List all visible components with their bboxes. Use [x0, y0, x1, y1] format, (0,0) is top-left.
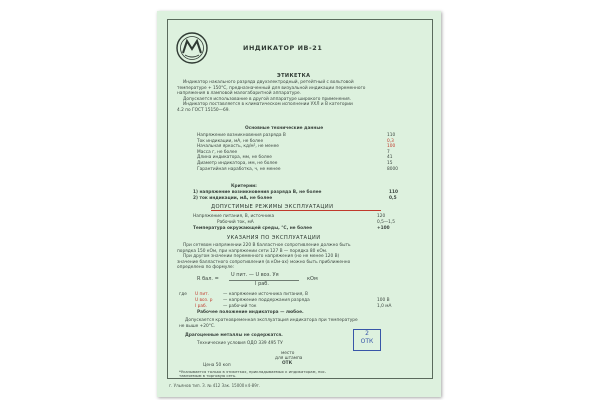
modes-row-label: Температура окружающей среды, °С, не более — [193, 225, 313, 231]
stamp-for: для штампа — [275, 356, 303, 361]
metals-line: Драгоценные металлы не содержатся. — [185, 333, 283, 338]
footnote-line-2: тавляемым в торговую сеть. — [179, 373, 237, 378]
intro-line: температуре + 150°С, предназначенный для визуальной индикации переменного — [177, 85, 366, 91]
criteria-row-value: 110 — [389, 190, 398, 195]
where-label: где — [179, 292, 187, 297]
intro-line: напряжения в ламповой малогабаритной аппаратуре. — [177, 91, 301, 97]
tech-header: Основные технические данные — [245, 126, 324, 131]
where-row-symbol: I раб. — [195, 304, 208, 309]
where-row-symbol: U пит. — [195, 292, 209, 297]
tech-row-value: 110 — [387, 133, 396, 138]
footnote-line-1: *Указывается только в этикетках, прикладываемых к индикаторам, пос- — [179, 369, 327, 374]
storage-line: Допускается кратковременная эксплуатация индикатора при температуре — [185, 318, 358, 323]
price: Цена 50 коп — [203, 363, 231, 368]
tech-row-label: Масса г, не более — [197, 149, 238, 155]
usage-line: порядка 150 кОм, при напряжении сети 127 В — порядка 80 кОм. — [177, 248, 328, 254]
otk-stamp — [353, 329, 381, 351]
criteria-row-value: 0,5 — [389, 195, 397, 201]
intro-line: Допускается использование в другой аппаратуре широкого применения. — [183, 96, 351, 102]
tech-row-label: Напряжение возникновения разряда В — [197, 133, 286, 138]
criteria-row-label: 2) ток индикации, мА, не более — [193, 195, 273, 201]
where-row-symbol: U вoз. р — [195, 298, 213, 303]
criteria-header: Критерии: — [231, 184, 257, 189]
tech-row-value: 100 — [387, 144, 396, 150]
intro-line: Индикатор накального разряда двухэлектродный, ретейтный с вольтовой — [183, 80, 354, 85]
tech-row-label: Начальная яркость, кд/м², не менее — [197, 144, 279, 150]
tech-row-value: 15 — [387, 161, 393, 166]
modes-header-underline — [211, 210, 381, 211]
where-row-desc: — напряжение поддержания разряда — [223, 298, 310, 303]
tech-row-value: 7 — [387, 149, 390, 155]
formula-denominator: I раб. — [255, 281, 269, 287]
tech-row-value: 8000 — [387, 166, 398, 172]
intro-line: 4.2 по ГОСТ 15150—69. — [177, 108, 230, 113]
tech-row-label: Ток индикации, мА, не более — [197, 138, 264, 144]
section-label: ЭТИКЕТКА — [277, 73, 311, 79]
modes-header: ДОПУСТИМЫЕ РЕЖИМЫ ЭКСПЛУАТАЦИИ — [211, 204, 334, 210]
criteria-row-label: 1) напряжение возникновения разряда В, не более — [193, 190, 322, 195]
modes-row-value: 120 — [377, 214, 386, 219]
modes-row-label: Рабочий ток, мА — [217, 219, 254, 225]
document-title: ИНДИКАТОР ИВ-21 — [243, 44, 323, 52]
label-sheet — [157, 11, 441, 397]
stamp-otk: ОТК — [282, 361, 293, 366]
manufacturer-logo — [175, 31, 209, 65]
intro-line: Индикатор поставляется в климатическом исполнении УХЛ и В категории — [183, 102, 353, 108]
where-row-desc: Рабочее положение индикатора — любое. — [197, 310, 304, 315]
tech-row-label: Диаметр индикатора, мм, не более — [197, 161, 278, 166]
tech-row-label: Гарантийная наработка, ч, не менее — [197, 166, 281, 172]
formula-numerator: U пит. — U вoз. Уя — [231, 272, 279, 278]
where-row-desc: — рабочий ток — [223, 304, 257, 309]
usage-line: значение балластного сопротивления (в кОм-ах) можно быть приближенно — [177, 259, 351, 265]
otk-stamp-number: 2 — [365, 330, 369, 337]
formula-units: кОм — [307, 276, 318, 282]
where-row-value: 100 В — [377, 298, 390, 303]
modes-row-label: Напряжение питания, В, источника — [193, 214, 275, 219]
where-row-value: 1,0 мА — [377, 304, 392, 309]
storage-line: не выше +20°С. — [179, 323, 216, 329]
stamp-place: место — [281, 351, 295, 356]
tech-row-label: Длина индикатора, мм, не более — [197, 155, 272, 161]
modes-row-value: 0,5—1,5 — [377, 219, 395, 225]
usage-line: определено по формуле: — [177, 265, 235, 271]
otk-stamp-text: ОТК — [360, 338, 374, 345]
usage-line: При другом значении переменного напряжения (но не менее 120 В) — [183, 254, 340, 260]
formula-lhs: R бал. = — [197, 276, 219, 282]
print-line: г. Ульянов тип. З. № 412 Зак. 15000×4-89г. — [169, 383, 261, 388]
modes-row-value: +100 — [377, 225, 390, 231]
spec-line: Технические условия ОДО 339 495 ТУ — [197, 341, 283, 346]
usage-header: УКАЗАНИЯ ПО ЭКСПЛУАТАЦИИ — [227, 235, 321, 241]
where-row-desc: — напряжение источника питания, В — [223, 292, 308, 297]
tech-row-value: 0,3 — [387, 138, 394, 144]
usage-line: При сетевом напряжении 220 В балластное сопротивление должно быть — [183, 243, 351, 248]
tech-row-value: 41 — [387, 155, 393, 161]
